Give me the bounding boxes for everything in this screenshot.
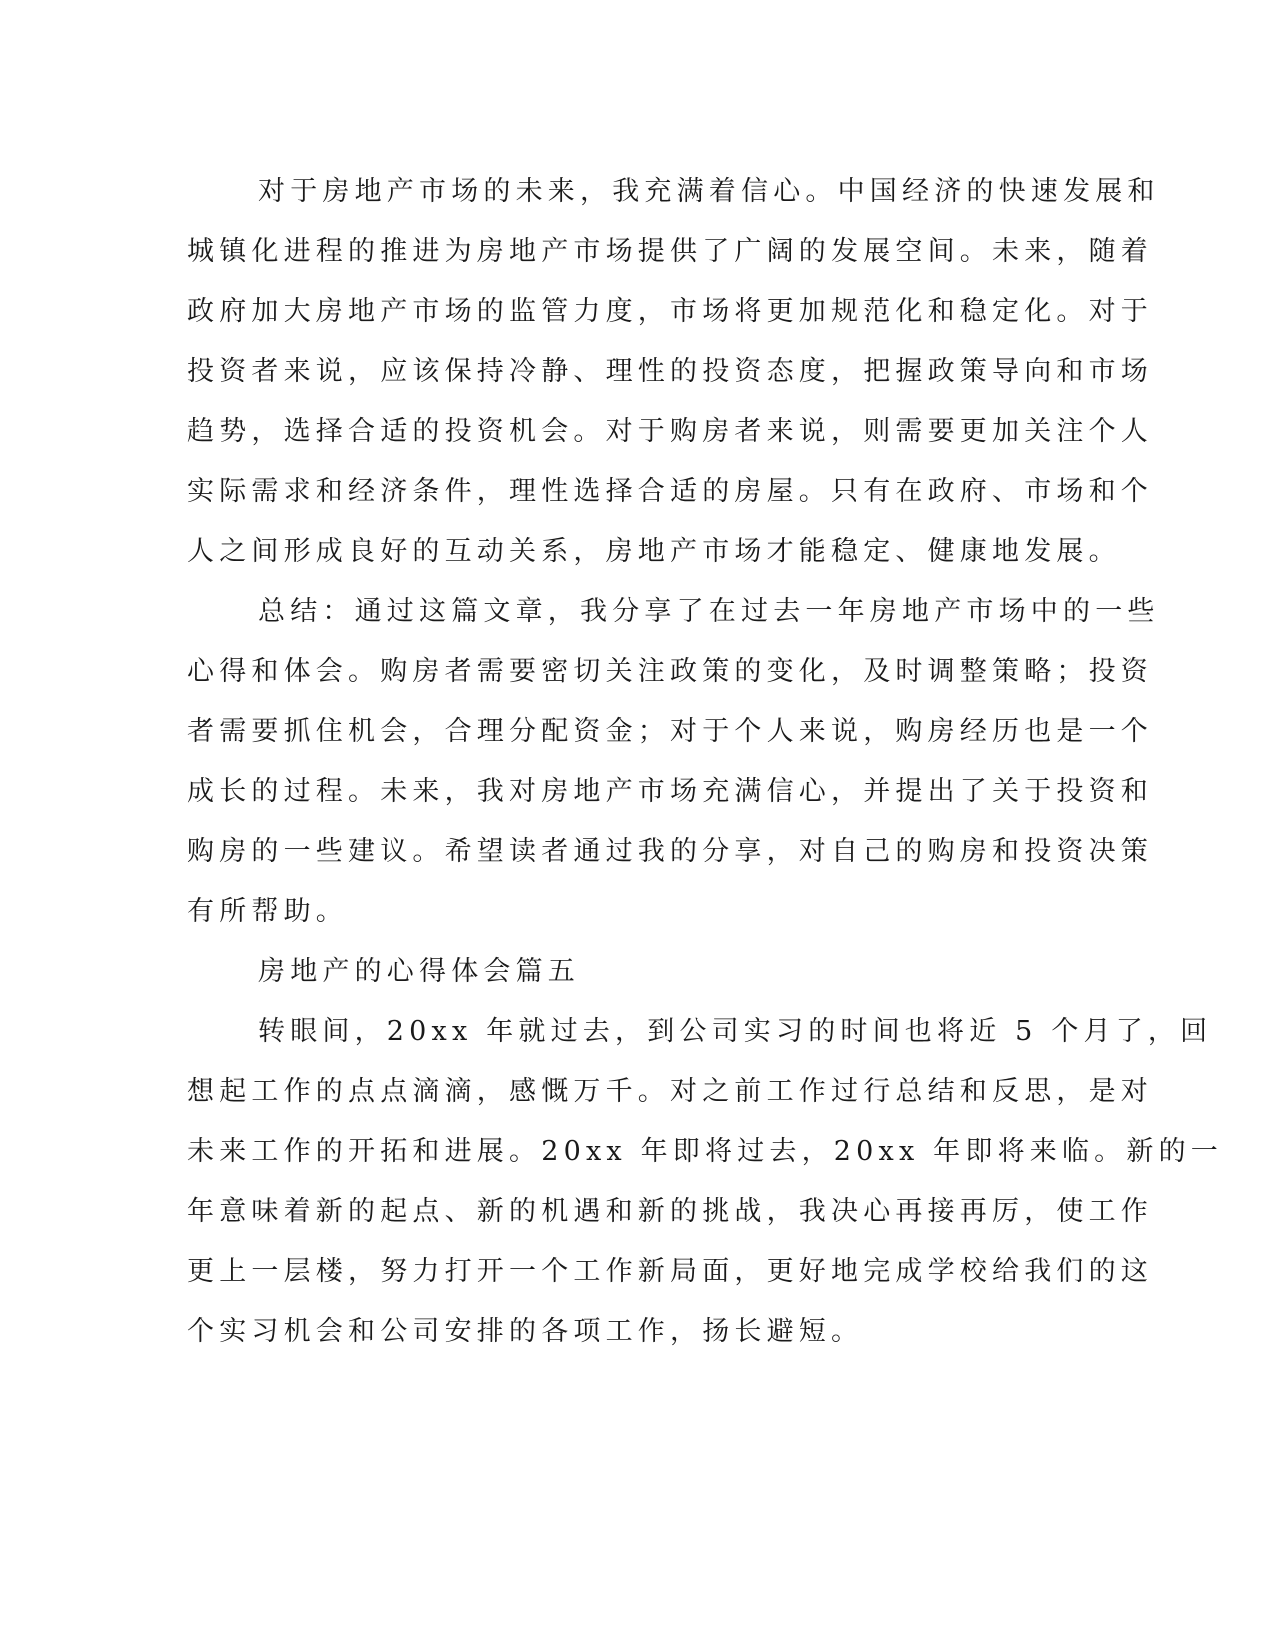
text-line: 政府加大房地产市场的监管力度，市场将更加规范化和稳定化。对于	[187, 296, 1153, 327]
text-line: 城镇化进程的推进为房地产市场提供了广阔的发展空间。未来，随着	[187, 236, 1153, 267]
text-line: 趋势，选择合适的投资机会。对于购房者来说，则需要更加关注个人	[187, 416, 1153, 447]
text-line: 个实习机会和公司安排的各项工作，扬长避短。	[187, 1316, 864, 1347]
text-line: 年意味着新的起点、新的机遇和新的挑战，我决心再接再厉，使工作	[187, 1196, 1153, 1227]
paragraph-internship	[187, 1002, 1223, 1362]
text-line: 想起工作的点点滴滴，感慨万千。对之前工作过行总结和反思，是对	[187, 1076, 1153, 1107]
text-line: 者需要抓住机会，合理分配资金；对于个人来说，购房经历也是一个	[187, 716, 1153, 747]
text-line: 转眼间，20xx 年就过去，到公司实习的时间也将近 5 个月了，回	[258, 1016, 1213, 1047]
text-line: 心得和体会。购房者需要密切关注政策的变化，及时调整策略；投资	[187, 656, 1153, 687]
text-line: 有所帮助。	[187, 896, 348, 927]
text-line: 总结：通过这篇文章，我分享了在过去一年房地产市场中的一些	[258, 596, 1160, 627]
text-line: 未来工作的开拓和进展。20xx 年即将过去，20xx 年即将来临。新的一	[187, 1136, 1223, 1167]
text-line: 更上一层楼，努力打开一个工作新局面，更好地完成学校给我们的这	[187, 1256, 1153, 1287]
section-heading: 房地产的心得体会篇五	[258, 956, 580, 987]
paragraph-market-outlook	[187, 162, 1160, 582]
text-line: 投资者来说，应该保持冷静、理性的投资态度，把握政策导向和市场	[187, 356, 1153, 387]
paragraph-summary	[187, 582, 1160, 942]
text-line: 购房的一些建议。希望读者通过我的分享，对自己的购房和投资决策	[187, 836, 1153, 867]
text-line: 成长的过程。未来，我对房地产市场充满信心，并提出了关于投资和	[187, 776, 1153, 807]
text-line: 对于房地产市场的未来，我充满着信心。中国经济的快速发展和	[258, 176, 1160, 207]
text-line: 人之间形成良好的互动关系，房地产市场才能稳定、健康地发展。	[187, 536, 1121, 567]
document-body	[187, 162, 1223, 1362]
text-line: 实际需求和经济条件，理性选择合适的房屋。只有在政府、市场和个	[187, 476, 1153, 507]
